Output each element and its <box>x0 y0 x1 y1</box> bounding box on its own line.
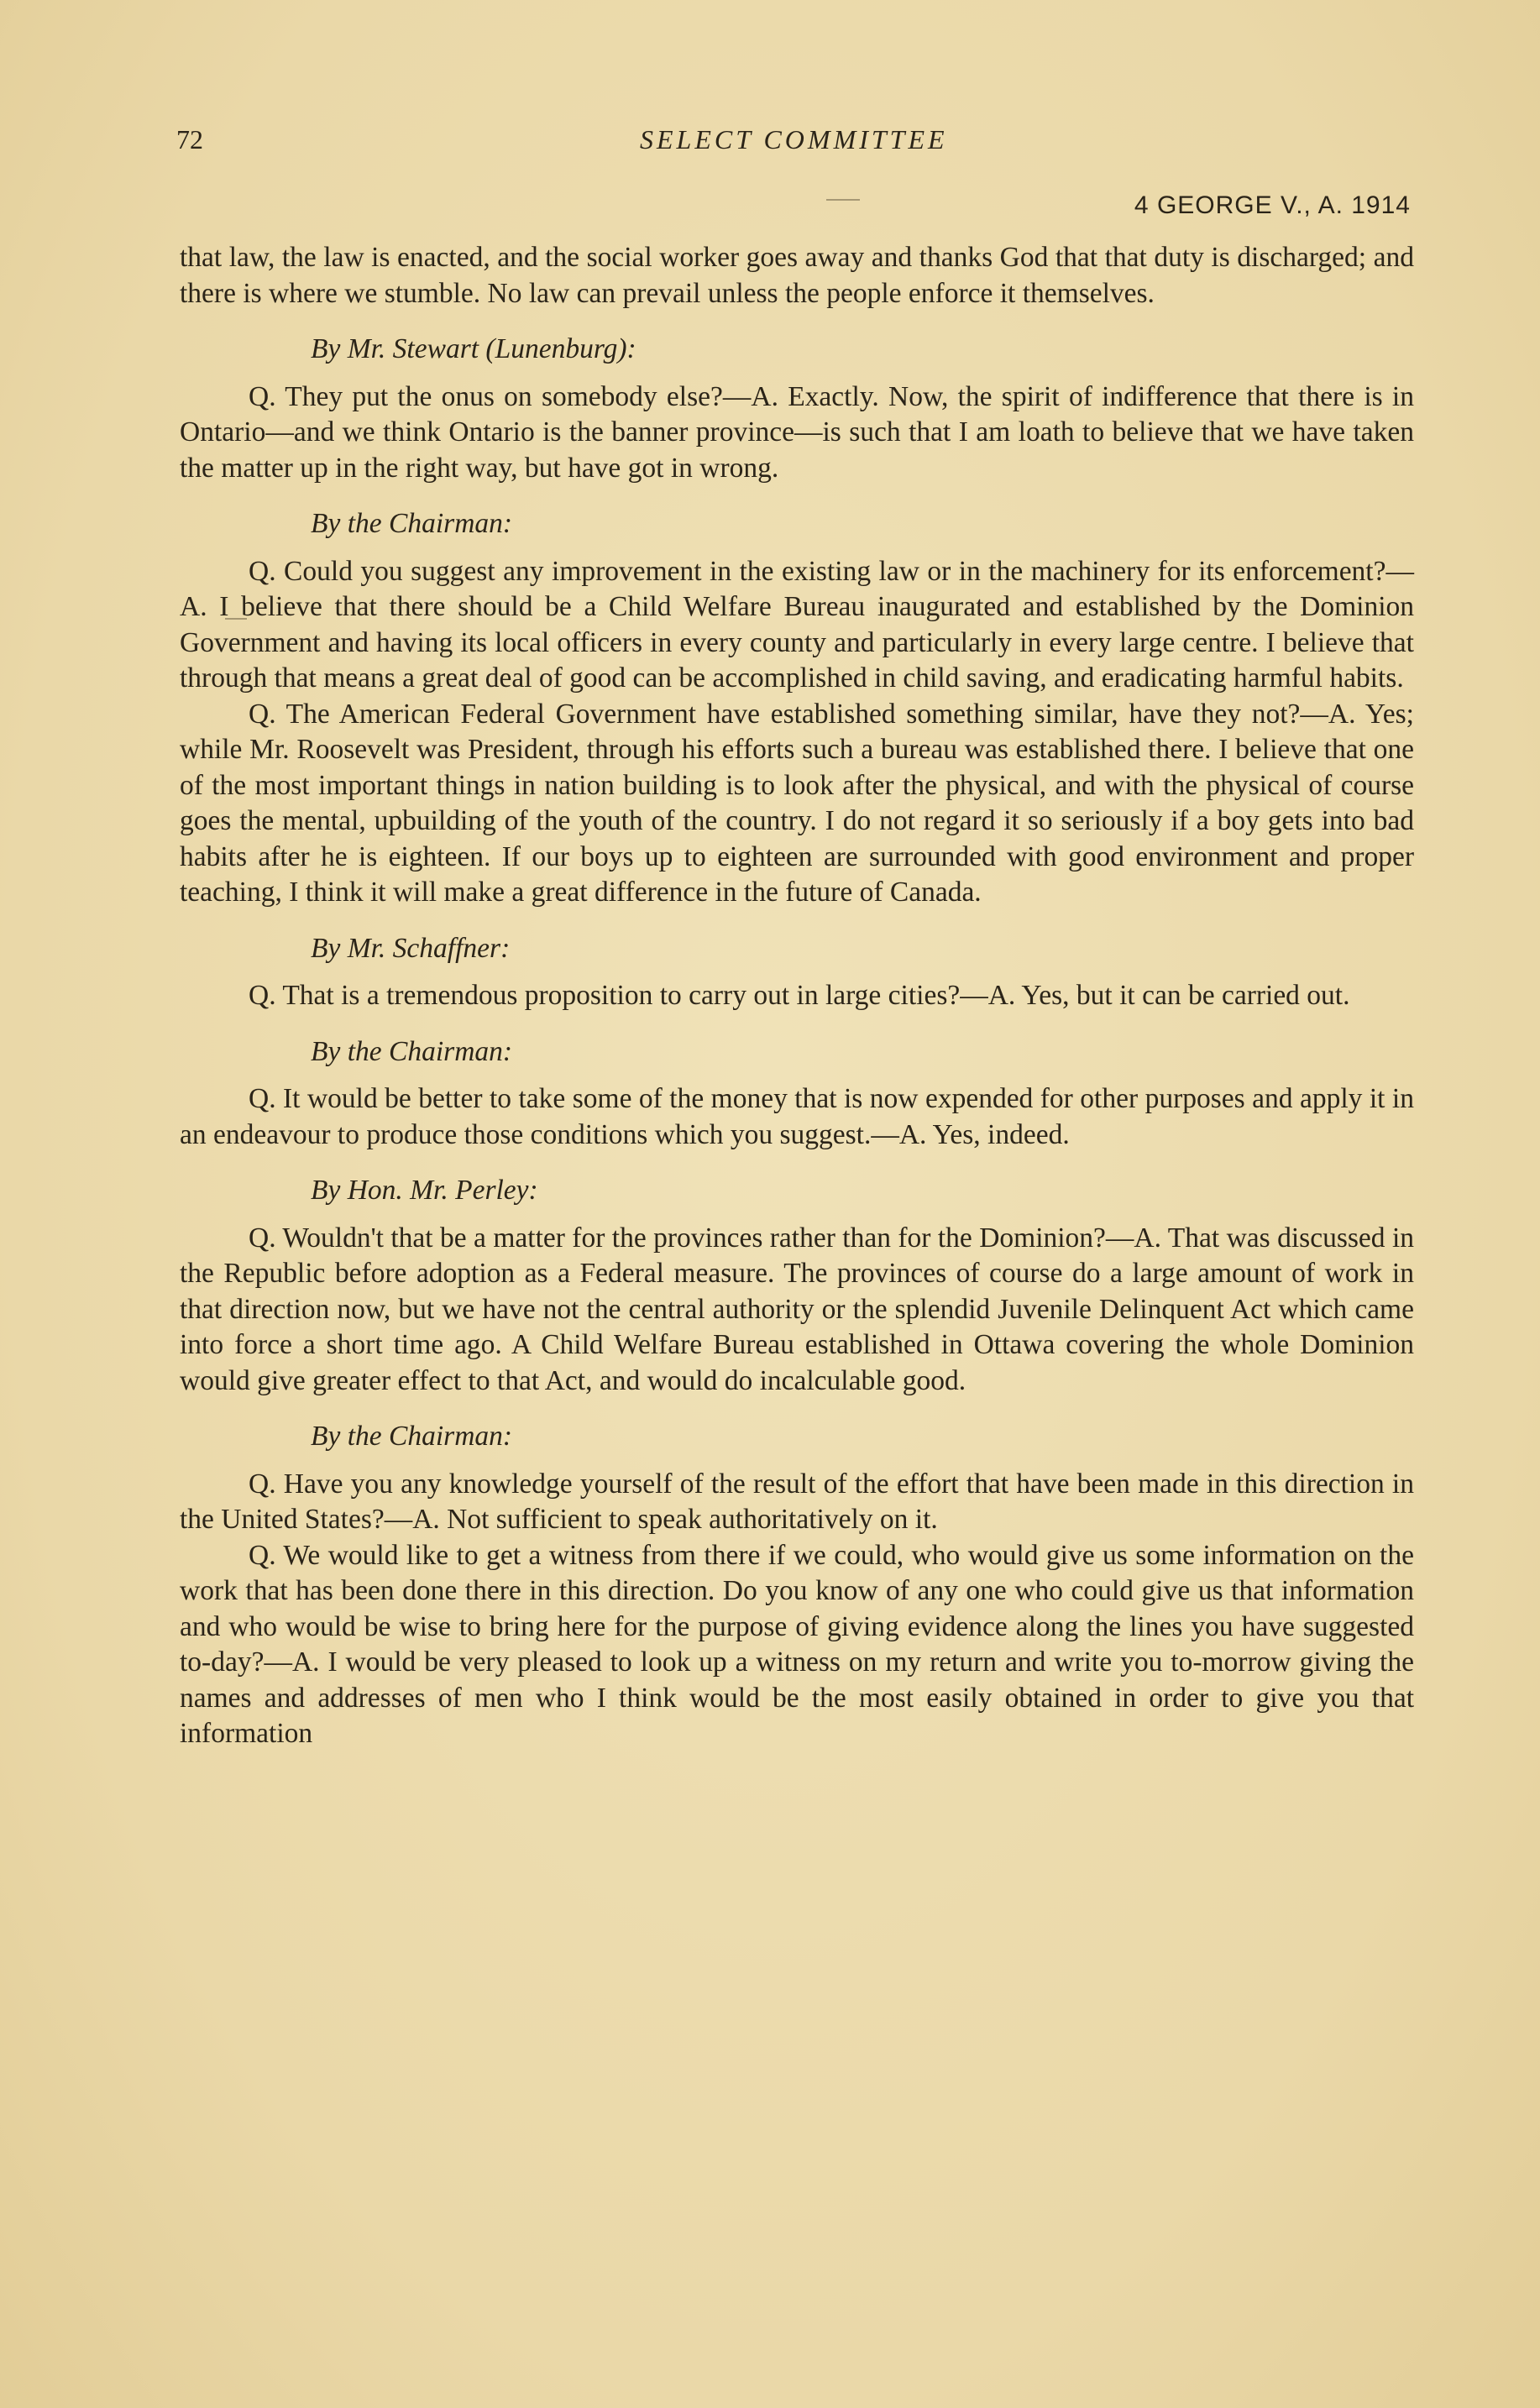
regnal-year: 4 GEORGE V., A. 1914 <box>1134 191 1411 219</box>
paragraph: Q. Could you suggest any improvement in the existing law or in the machinery for its enforcement?—A. I believe that there should be a Child Welfare Bureau inaugurated and established by the Dominion Government and having its local officers in every county and particularly in every large centre. I believe that through that means a great deal of good can be accomplished in child saving, and eradicating harmful habits. <box>180 555 1414 694</box>
paragraph: Q. They put the onus on somebody else?—A. Exactly. Now, the spirit of indifference that there is in Ontario—and we think Ontario is the banner province—is such that I am loath to believe that we have taken the matter up in the right way, but have got in wrong. <box>180 380 1414 484</box>
page-number: 72 <box>176 124 203 154</box>
paragraph: Q. Wouldn't that be a matter for the provinces rather than for the Dominion?—A. That was discussed in the Republic before adoption as a Federal measure. The provinces of course do a large amount of work in that direction now, but we have not the central authority or the splendid Juvenile Delinquent Act which came into force a short time ago. A Child Welfare Bureau established in Ottawa covering the whole Dominion would give greater effect to that Act, and would do incalculable good. <box>180 1222 1414 1396</box>
speaker-heading: By Hon. Mr. Perley: <box>311 1175 538 1206</box>
speaker-heading: By Mr. Schaffner: <box>311 932 511 964</box>
paragraph: Q. Have you any knowledge yourself of the result of the effort that have been made in this direction in the United States?—A. Not sufficient to speak authoritatively on it. <box>180 1468 1414 1535</box>
speaker-heading: By Mr. Stewart (Lunenburg): <box>311 333 636 364</box>
paragraph: Q. We would like to get a witness from there if we could, who would give us some information on the work that has been done there in this direction. Do you know of any one who could give us that information and who would be wise to bring here for the purpose of giving evidence along the lines you have suggested to-day?—A. I would be very pleased to look up a witness on my return and write you to-morrow giving the names and addresses of men who I think would be the most easily obtained in order to give you that information <box>180 1539 1414 1749</box>
running-head: SELECT COMMITTEE <box>640 124 948 154</box>
paragraph: Q. The American Federal Government have established something similar, have they not?—A. Yes; while Mr. Roosevelt was President, through his efforts such a bureau was established there. I believe that one of the most important things in nation building is to look after the physical, and with the physical of course goes the mental, upbuilding of the youth of the country. I do not regard it so seriously if a boy gets into bad habits after he is eighteen. If our boys up to eighteen are surrounded with good environment and proper teaching, I think it will make a great difference in the future of Canada. <box>180 698 1414 908</box>
paragraph: Q. That is a tremendous proposition to carry out in large cities?—A. Yes, but it can be carried out. <box>249 980 1350 1011</box>
body-text <box>180 240 1414 1752</box>
paragraph: Q. It would be better to take some of the money that is now expended for other purposes and apply it in an endeavour to produce those conditions which you suggest.—A. Yes, indeed. <box>180 1083 1414 1150</box>
speaker-heading: By the Chairman: <box>311 508 513 539</box>
paragraph: that law, the law is enacted, and the social worker goes away and thanks God that that duty is discharged; and there is where we stumble. No law can prevail unless the people enforce it themselves. <box>180 242 1414 309</box>
speaker-heading: By the Chairman: <box>311 1035 513 1067</box>
print-speck <box>826 199 860 201</box>
speaker-heading: By the Chairman: <box>311 1421 513 1452</box>
